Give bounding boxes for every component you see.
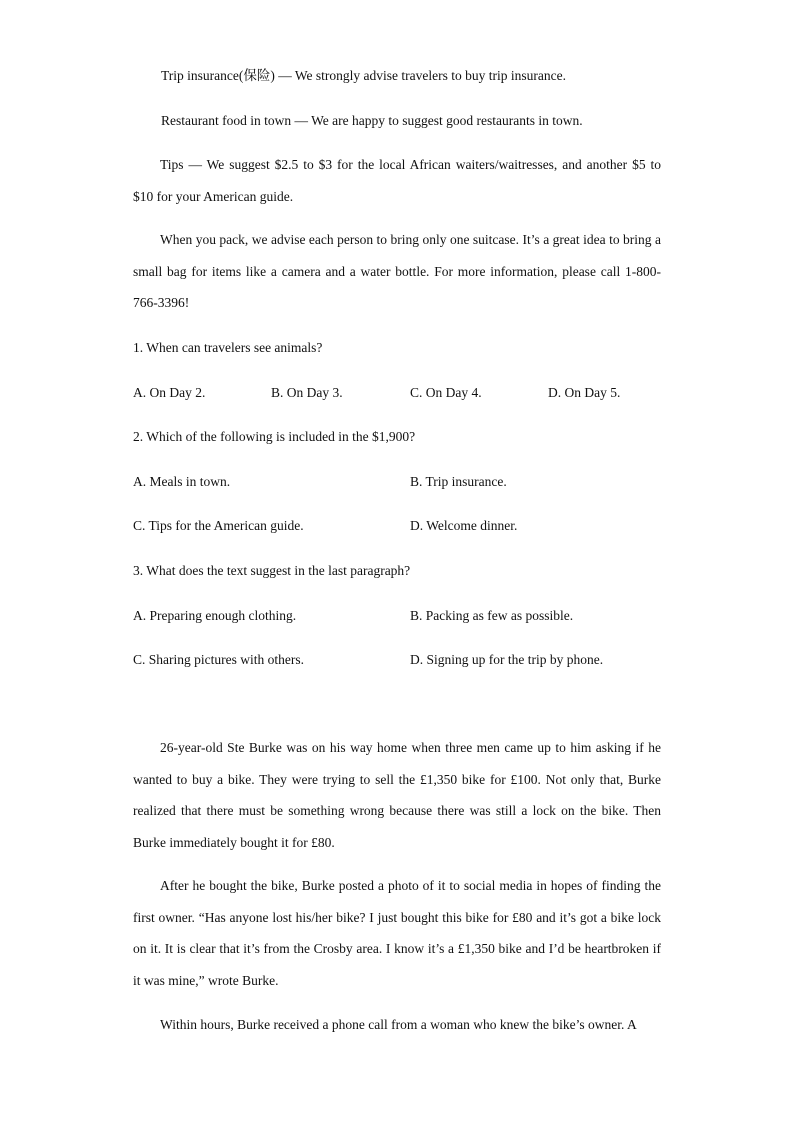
pack-text: When you pack, we advise each person to bring only one suitcase. It’s a great idea to bring a small bag for items like a camera and a water bottle. For more information, please call 1-800-766-3396!	[133, 232, 661, 310]
question-2-option-a: A. Meals in town.	[133, 474, 231, 489]
tips-text: Tips — We suggest $2.5 to $3 for the local African waiters/waitresses, and another $5 to $10 for your American guide.	[133, 157, 661, 204]
tips-paragraph	[133, 149, 661, 212]
passage2-paragraph-2	[133, 870, 661, 996]
passage2-text-1: 26-year-old Ste Burke was on his way home when three men came up to him asking if he wanted to buy a bike. They were trying to sell the £1,350 bike for £100. Not only that, Burke realized that there must be something wrong because there was still a lock on the bike. Then Burke immediately bought it for £80.	[133, 740, 661, 850]
passage2-text-2: After he bought the bike, Burke posted a photo of it to social media in hopes of finding the first owner. “Has anyone lost his/her bike? I just bought this bike for £80 and it’s got a bike lock on it. It is clear that it’s from the Crosby area. I know it’s a £1,350 bike and I’d be heartbroken if it was mine,” wrote Burke.	[133, 878, 661, 988]
question-3-option-d: D. Signing up for the trip by phone.	[410, 652, 604, 667]
restaurant-line: Restaurant food in town — We are happy to suggest good restaurants in town.	[161, 113, 583, 128]
insurance-line: Trip insurance(保险) — We strongly advise travelers to buy trip insurance.	[161, 68, 566, 83]
question-1-option-d: D. On Day 5.	[548, 385, 621, 400]
question-1-option-c: C. On Day 4.	[410, 385, 482, 400]
question-3-option-a: A. Preparing enough clothing.	[133, 608, 297, 623]
passage2-paragraph-3	[133, 1009, 661, 1041]
question-2-option-b: B. Trip insurance.	[410, 474, 507, 489]
question-3-option-c: C. Sharing pictures with others.	[133, 652, 304, 667]
pack-paragraph	[133, 224, 661, 319]
question-1-stem: 1. When can travelers see animals?	[133, 340, 323, 355]
passage2-paragraph-1	[133, 732, 661, 858]
question-3-option-b: B. Packing as few as possible.	[410, 608, 574, 623]
passage2-text-3: Within hours, Burke received a phone call from a woman who knew the bike’s owner. A	[160, 1017, 637, 1032]
question-3-stem: 3. What does the text suggest in the last paragraph?	[133, 563, 411, 578]
question-2-stem: 2. Which of the following is included in the $1,900?	[133, 429, 416, 444]
question-2-option-d: D. Welcome dinner.	[410, 518, 518, 533]
question-2-option-c: C. Tips for the American guide.	[133, 518, 304, 533]
question-1-option-a: A. On Day 2.	[133, 385, 206, 400]
question-1-option-b: B. On Day 3.	[271, 385, 343, 400]
